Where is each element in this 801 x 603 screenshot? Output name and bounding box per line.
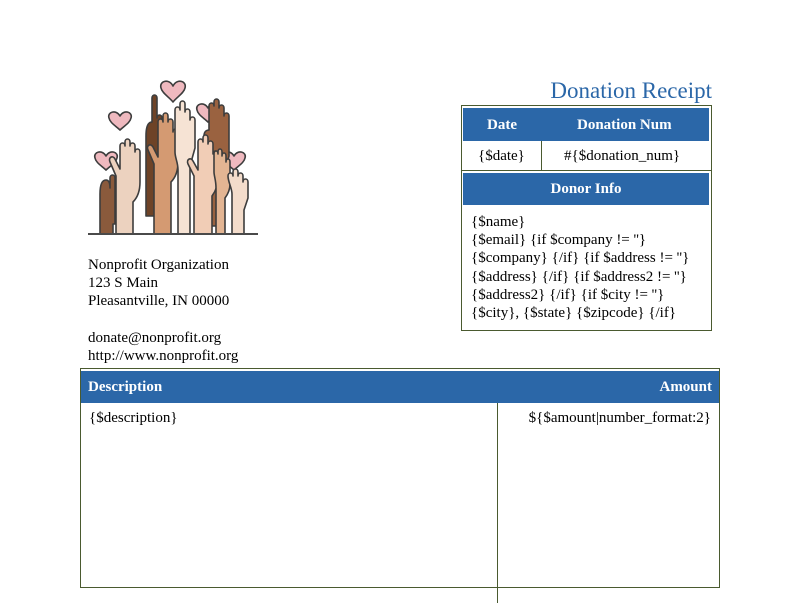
org-city-line: Pleasantville, IN 00000 <box>88 293 230 309</box>
date-value: {$date} <box>478 148 525 164</box>
column-divider <box>541 141 542 171</box>
org-website[interactable]: http://www.nonprofit.org <box>88 348 239 364</box>
donor-info-box <box>461 171 712 331</box>
org-street: 123 S Main <box>88 275 159 291</box>
donor-line: {$company} {/if} {if $address != ''} <box>471 250 690 267</box>
page-title: Donation Receipt <box>550 78 712 103</box>
receipt-info-header <box>463 108 709 141</box>
org-email[interactable]: donate@nonprofit.org <box>88 330 222 346</box>
donor-info-lines <box>471 213 689 322</box>
amount-header: Amount <box>659 379 712 395</box>
column-divider <box>497 403 498 603</box>
donation-num-header: Donation Num <box>577 117 672 133</box>
donor-line: {$address} {/if} {if $address2 != ''} <box>471 268 687 285</box>
donor-line: {$address2} {/if} {if $city != ''} <box>471 286 665 303</box>
org-name: Nonprofit Organization <box>88 257 229 273</box>
amount-cell: ${$amount|number_format:2} <box>528 410 711 426</box>
items-header <box>81 371 719 403</box>
donation-num-value: #{$donation_num} <box>564 148 681 164</box>
raised-hands-hearts-icon <box>88 76 258 236</box>
donor-line: {$city}, {$state} {$zipcode} {/if} <box>471 305 677 322</box>
items-table <box>80 368 720 588</box>
date-header: Date <box>487 117 517 133</box>
donor-line: {$name} <box>471 214 526 230</box>
donor-line: {$email} {if $company != ''} <box>471 232 647 249</box>
receipt-info-table <box>461 105 712 171</box>
description-cell: {$description} <box>89 410 178 426</box>
donor-info-header: Donor Info <box>463 173 709 205</box>
organization-info <box>88 256 238 365</box>
description-header: Description <box>88 379 163 395</box>
